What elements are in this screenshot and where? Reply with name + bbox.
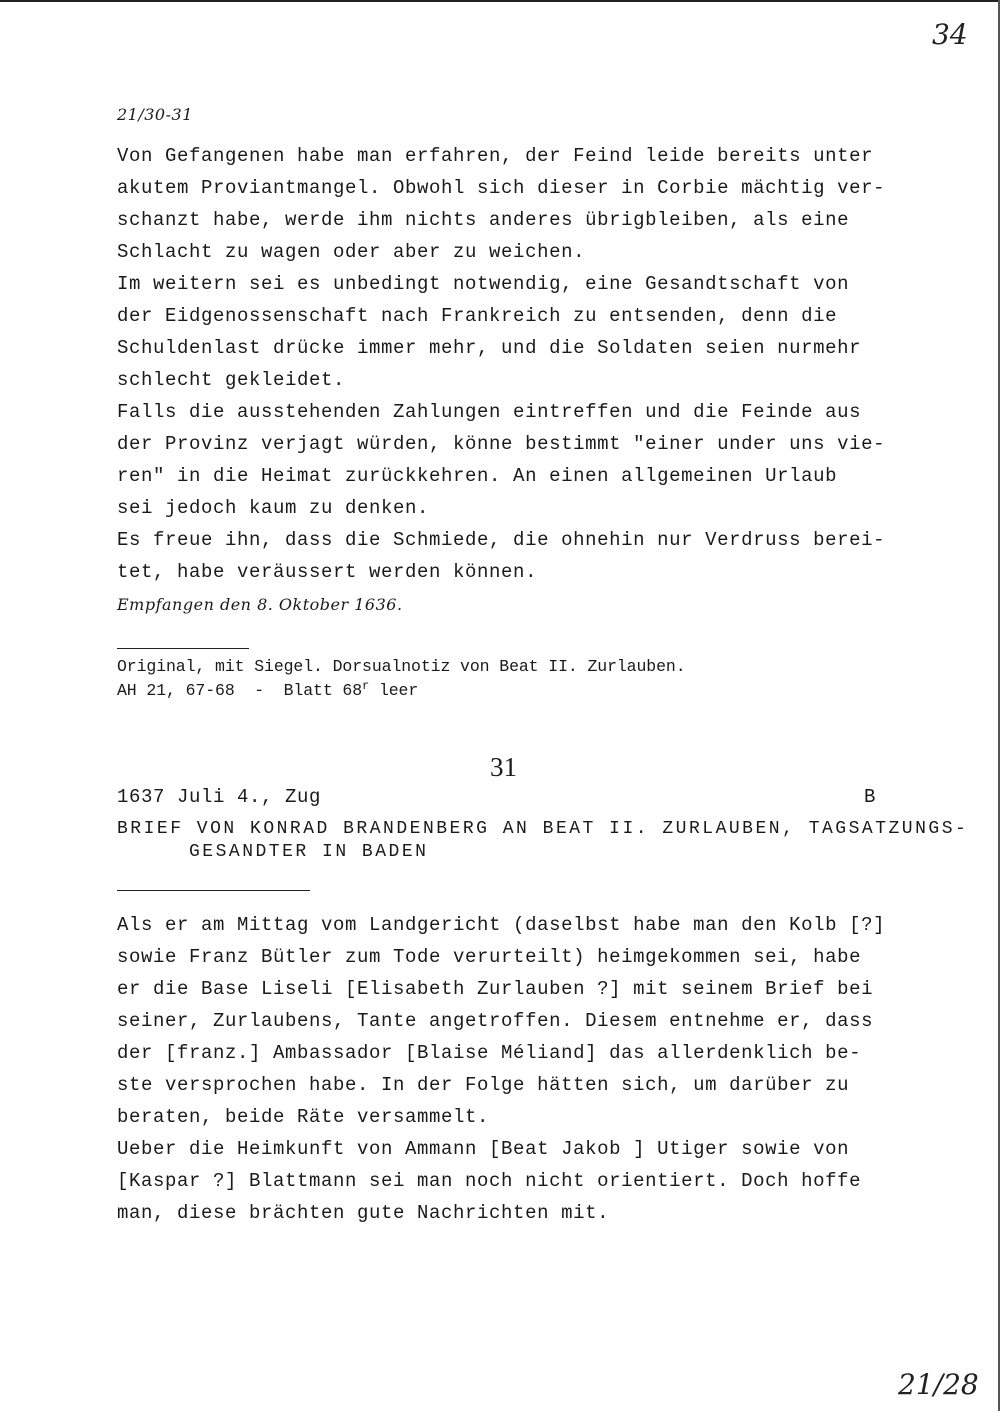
reference-number: 21/30-31 [117,105,193,124]
document-number: 31 [490,752,517,782]
footnote-rule [117,648,249,649]
text-line: schlecht gekleidet. [117,369,346,391]
text-line: er die Base Liseli [Elisabeth Zurlauben ?] mit seinem Brief bei [117,978,874,1000]
footnote-text: leer [369,681,419,700]
text-line: ren" in die Heimat zurückkehren. An einen allgemeinen Urlaub [117,465,838,487]
handwritten-folio: 21/28 [898,1368,979,1401]
text-line: der [franz.] Ambassador [Blaise Méliand] das allerdenklich be- [117,1042,862,1064]
footnote-superscript: r [362,679,370,693]
text-line: Von Gefangenen habe man erfahren, der Feind leide bereits unter [117,145,874,167]
text-line: [Kaspar ?] Blattmann sei man noch nicht orientiert. Doch hoffe [117,1170,862,1192]
document-title: BRIEF VON KONRAD BRANDENBERG AN BEAT II. ZURLAUBEN, TAGSATZUNGS- [117,819,969,839]
footnote-text: AH 21, 67-68 - Blatt 68 [117,681,363,700]
text-line: Schlacht zu wagen oder aber zu weichen. [117,241,586,263]
text-line: ste versprochen habe. In der Folge hätten sich, um darüber zu [117,1074,850,1096]
text-line: Ueber die Heimkunft von Ammann [Beat Jakob ] Utiger sowie von [117,1138,850,1160]
text-line: der Provinz verjagt würden, könne bestimmt "einer under uns vie- [117,433,886,455]
text-line: beraten, beide Räte versammelt. [117,1106,490,1128]
text-line: Falls die ausstehenden Zahlungen eintreffen und die Feinde aus [117,401,862,423]
document-title-cont: GESANDTER IN BADEN [189,842,429,862]
text-line: schanzt habe, werde ihm nichts anderes übrigbleiben, als eine [117,209,850,231]
text-line: man, diese brächten gute Nachrichten mit. [117,1202,610,1224]
text-line: der Eidgenossenschaft nach Frankreich zu entsenden, denn die [117,305,838,327]
footnote-line [117,681,418,701]
text-line: seiner, Zurlaubens, Tante angetroffen. Diesem entnehme er, dass [117,1010,874,1032]
footnote-line: Original, mit Siegel. Dorsualnotiz von Beat II. Zurlauben. [117,657,686,676]
text-line: Im weitern sei es unbedingt notwendig, eine Gesandtschaft von [117,273,850,295]
document-type-code: B [864,786,877,808]
received-note: Empfangen den 8. Oktober 1636. [117,595,403,614]
text-line: akutem Proviantmangel. Obwohl sich dieser in Corbie mächtig ver- [117,177,886,199]
handwritten-page-number: 34 [932,18,968,51]
date-place: 1637 Juli 4., Zug [117,786,322,808]
text-line: sowie Franz Bütler zum Tode verurteilt) heimgekommen sei, habe [117,946,862,968]
text-line: Es freue ihn, dass die Schmiede, die ohnehin nur Verdruss berei- [117,529,886,551]
text-line: tet, habe veräussert werden können. [117,561,538,583]
text-line: Als er am Mittag vom Landgericht (daselbst habe man den Kolb [?] [117,914,886,936]
text-line: sei jedoch kaum zu denken. [117,497,430,519]
scan-edge-top [0,0,1000,2]
text-line: Schuldenlast drücke immer mehr, und die Soldaten seien nurmehr [117,337,862,359]
title-rule [117,890,310,891]
